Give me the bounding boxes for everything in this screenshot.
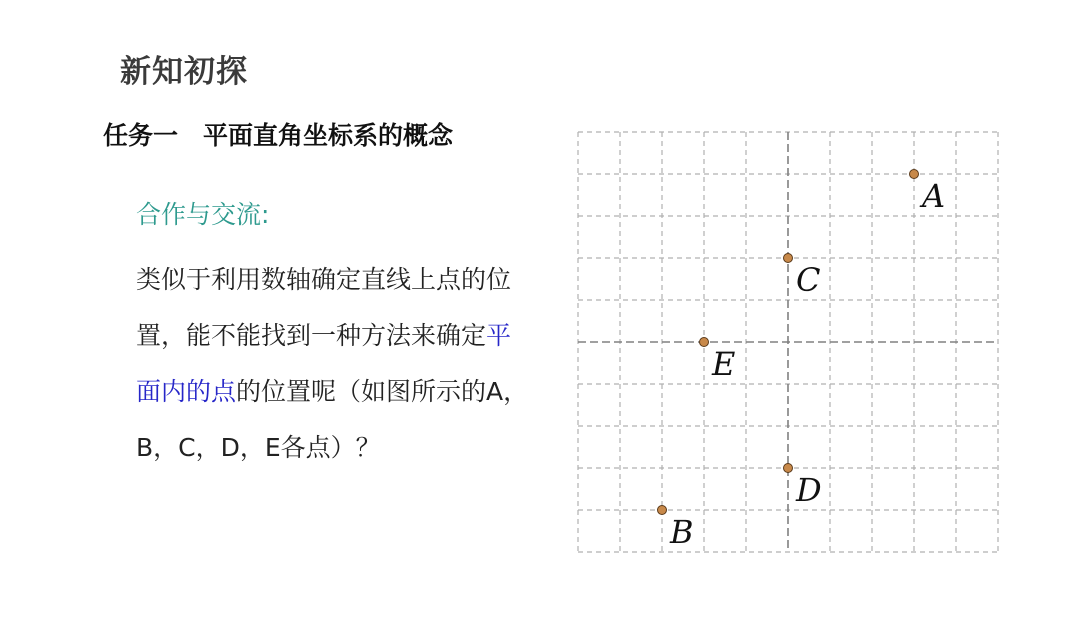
question-highlight: 平面内的点 [136,321,512,406]
question-part-2: 的位置呢（如图所示的A，B，C，D，E各点）？ [136,377,529,462]
point-c-marker [784,254,793,263]
point-e-label: E [712,345,736,383]
grid-points [658,170,946,552]
section-title: 新知初探 [120,54,248,90]
point-d-label: D [796,471,822,509]
point-d-marker [784,464,793,473]
point-a-marker [910,170,919,179]
task-title: 任务一 平面直角坐标系的概念 [103,121,454,150]
question-text [136,252,536,476]
coordinate-grid-figure [570,126,1010,558]
question-part-1: 类似于利用数轴确定直线上点的位置，能不能找到一种方法来确定 [136,265,512,350]
point-a-label: A [922,177,946,215]
point-e-marker [700,338,709,347]
cooperation-label: 合作与交流: [136,200,270,229]
point-b-marker [658,506,667,515]
point-b-label: B [670,513,694,551]
point-c-label: C [796,261,821,299]
